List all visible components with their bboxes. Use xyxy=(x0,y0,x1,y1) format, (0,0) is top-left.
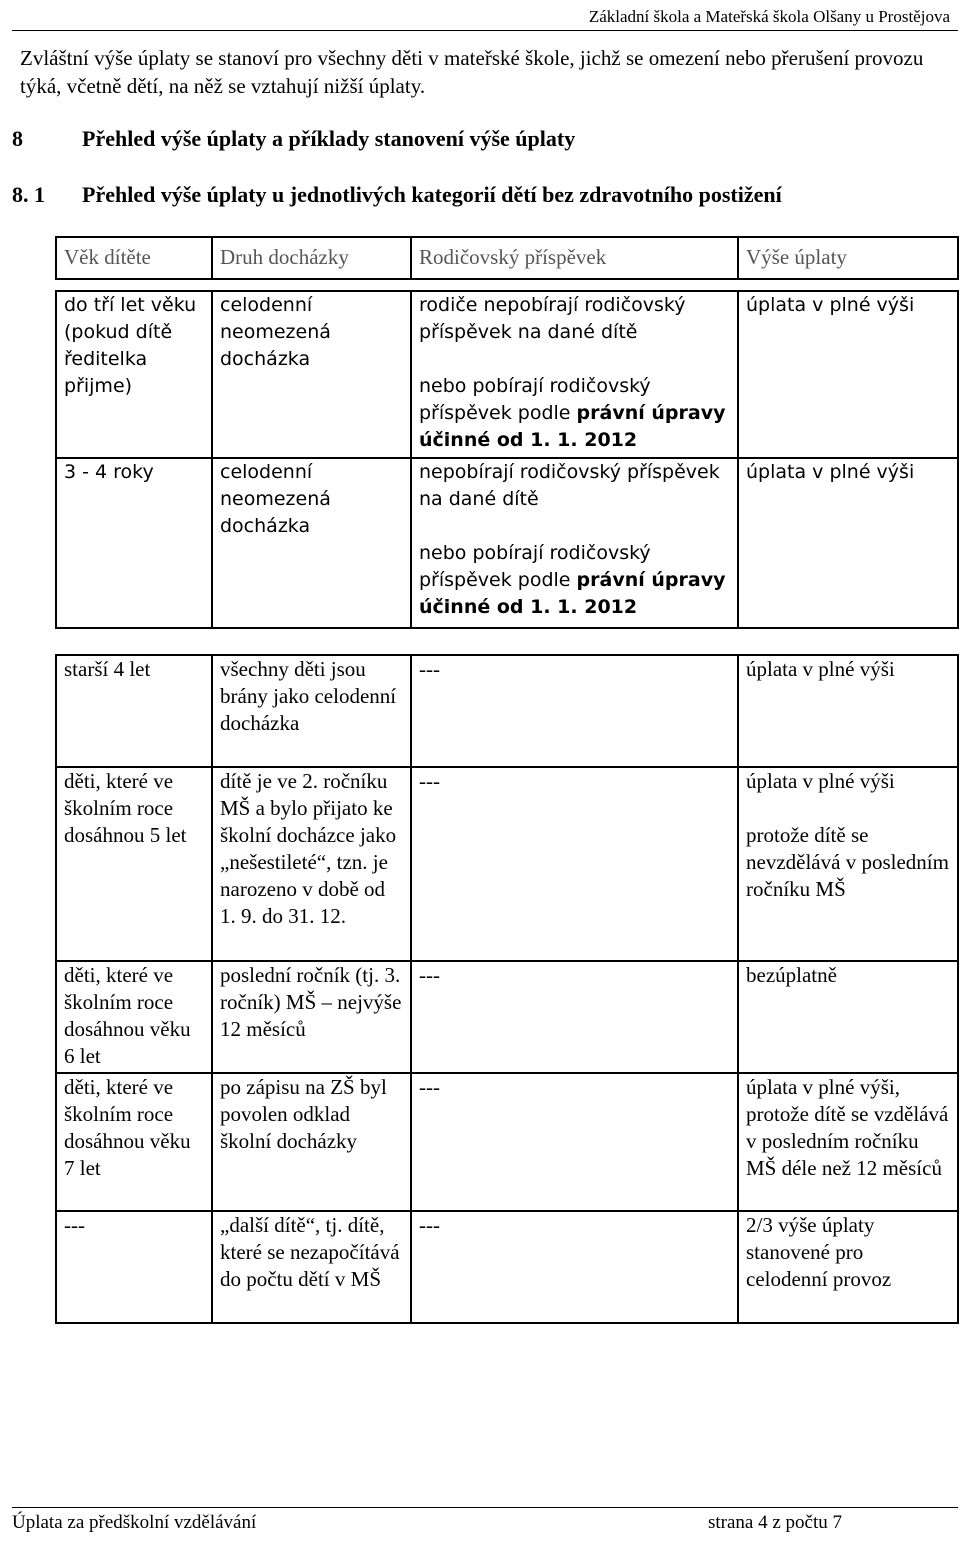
fee-text: 2/3 výše úplaty stanovené pro celodenní provoz xyxy=(746,1213,892,1291)
contribution-text-a: rodiče nepobírají rodičovský příspěvek na dané dítě xyxy=(419,294,686,343)
fee-table-header xyxy=(55,236,959,280)
table-row xyxy=(56,1073,958,1211)
cell-contribution xyxy=(411,458,738,628)
cell-type: poslední ročník (tj. 3. ročník) MŠ – nejvýše 12 měsíců xyxy=(212,961,411,1073)
section-number: 8 xyxy=(12,126,23,151)
footer-page-number: strana 4 z počtu 7 xyxy=(708,1512,843,1533)
col-fee-header: Výše úplaty xyxy=(738,237,958,279)
cell-contribution: --- xyxy=(411,961,738,1073)
contribution-text-b: nebo pobírají rodičovský příspěvek podle právní úpravy účinné od 1. 1. 2012 xyxy=(419,375,726,451)
fee-text: bezúplatně xyxy=(746,963,837,987)
table-row xyxy=(56,655,958,767)
col-contribution-header: Rodičovský příspěvek xyxy=(411,237,738,279)
cell-type: celodenní neomezená docházka xyxy=(212,458,411,628)
cell-fee: úplata v plné výši xyxy=(738,458,958,628)
contribution-legal-note: právní úpravy účinné od 1. 1. 2012 xyxy=(419,402,726,451)
fee-text: úplata v plné výši xyxy=(746,657,895,681)
cell-age: do tří let věku (pokud dítě ředitelka přijme) xyxy=(56,291,212,458)
cell-fee xyxy=(738,767,958,961)
fee-table-part1 xyxy=(55,290,959,629)
col-age-header: Věk dítěte xyxy=(56,237,212,279)
table-row xyxy=(56,767,958,961)
col-type-header: Druh docházky xyxy=(212,237,411,279)
intro-paragraph: Zvláštní výše úplaty se stanoví pro všechny děti v mateřské škole, jichž se omezení nebo přerušení provozu týká, včetně dětí, na něž se vztahují nižší úplaty. xyxy=(20,46,924,98)
table-row xyxy=(56,291,958,458)
fee-text: úplata v plné výši xyxy=(746,769,895,793)
header-school-name: Základní škola a Mateřská škola Olšany u Prostějova xyxy=(588,7,950,26)
subsection-number: 8. 1 xyxy=(12,182,45,207)
cell-fee: úplata v plné výši xyxy=(738,291,958,458)
header-rule xyxy=(12,30,958,31)
cell-age: děti, které ve školním roce dosáhnou 5 let xyxy=(56,767,212,961)
cell-type: všechny děti jsou brány jako celodenní docházka xyxy=(212,655,411,767)
cell-contribution xyxy=(411,291,738,458)
cell-fee xyxy=(738,1073,958,1211)
cell-type: celodenní neomezená docházka xyxy=(212,291,411,458)
cell-age: děti, které ve školním roce dosáhnou věku 7 let xyxy=(56,1073,212,1211)
cell-fee xyxy=(738,1211,958,1323)
contribution-legal-note: právní úpravy účinné od 1. 1. 2012 xyxy=(419,569,726,618)
subsection-heading xyxy=(12,182,782,208)
section-title: Přehled výše úplaty a příklady stanovení výše úplaty xyxy=(82,126,576,151)
table-row xyxy=(56,961,958,1073)
cell-type: po zápisu na ZŠ byl povolen odklad školní docházky xyxy=(212,1073,411,1211)
subsection-title: Přehled výše úplaty u jednotlivých kategorií dětí bez zdravotního postižení xyxy=(82,182,782,207)
cell-contribution: --- xyxy=(411,1211,738,1323)
footer-rule xyxy=(12,1507,958,1508)
fee-note: protože dítě se nevzdělává v posledním ročníku MŠ xyxy=(746,823,949,901)
fee-text: úplata v plné výši, protože dítě se vzdělává v posledním ročníku MŠ déle než 12 měsíců xyxy=(746,1075,949,1180)
table-row xyxy=(56,1211,958,1323)
fee-table-part2 xyxy=(55,654,959,1324)
contribution-text-b: nebo pobírají rodičovský příspěvek podle právní úpravy účinné od 1. 1. 2012 xyxy=(419,542,726,618)
cell-type: „další dítě“, tj. dítě, které se nezapočítává do počtu dětí v MŠ xyxy=(212,1211,411,1323)
cell-type: dítě je ve 2. ročníku MŠ a bylo přijato ke školní docházce jako „nešestileté“, tzn. je narozeno v době od 1. 9. do 31. 12. xyxy=(212,767,411,961)
cell-fee xyxy=(738,655,958,767)
cell-contribution: --- xyxy=(411,655,738,767)
cell-fee xyxy=(738,961,958,1073)
cell-age: --- xyxy=(56,1211,212,1323)
section-heading xyxy=(12,126,575,152)
cell-age: děti, které ve školním roce dosáhnou věku 6 let xyxy=(56,961,212,1073)
cell-age: 3 - 4 roky xyxy=(56,458,212,628)
cell-age: starší 4 let xyxy=(56,655,212,767)
contribution-text-a: nepobírají rodičovský příspěvek na dané dítě xyxy=(419,461,720,510)
table-row xyxy=(56,458,958,628)
cell-contribution: --- xyxy=(411,767,738,961)
cell-contribution: --- xyxy=(411,1073,738,1211)
footer-document-title: Úplata za předškolní vzdělávání xyxy=(12,1512,257,1533)
